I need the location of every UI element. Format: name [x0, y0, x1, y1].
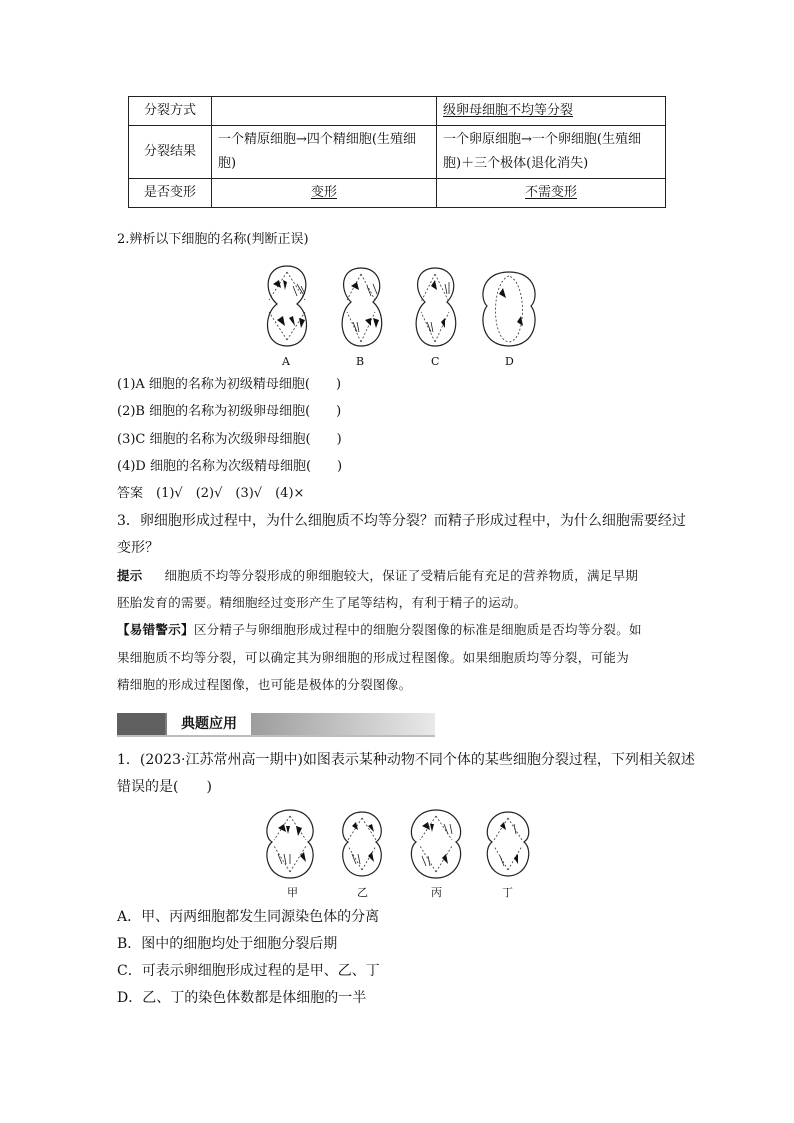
- figure-label-bing: 丙: [431, 886, 442, 899]
- warning-paragraph-line-3: 精细胞的形成过程图像，也可能是极体的分裂图像。: [117, 677, 412, 692]
- table-header-cell: 分裂方式: [129, 97, 212, 126]
- hint-paragraph-line-1: [117, 566, 638, 586]
- hint-paragraph-line-2: 胚胎发育的需要。精细胞经过变形产生了尾等结构，有利于精子的运动。: [117, 595, 527, 610]
- figure-label-ding: 丁: [502, 886, 513, 899]
- hint-label: 提示: [117, 568, 143, 583]
- cell-bing-outline: [411, 810, 460, 878]
- question-2-title: 2.辨析以下细胞的名称(判断正误): [117, 232, 309, 247]
- table-row: [129, 97, 666, 126]
- warning-label: 【易错警示】: [117, 622, 194, 637]
- section-banner: [117, 713, 435, 735]
- cell-a-outline: [268, 266, 307, 346]
- comparison-table: [128, 96, 666, 208]
- table-cell-text: 级卵母细胞不均等分裂: [443, 103, 574, 118]
- hint-text: 细胞质不均等分裂形成的卵细胞较大，保证了受精后能有充足的营养物质，满足早期: [164, 568, 639, 583]
- table-cell-line: 胞): [218, 156, 237, 171]
- question-2-item-1: (1)A 细胞的名称为初级精母细胞( ): [117, 377, 342, 392]
- figure-label-b: B: [356, 355, 365, 368]
- warning-paragraph-line-2: 果细胞质不均等分裂，可以确定其为卵细胞的形成过程图像。如果细胞质均等分裂，可能为: [117, 650, 630, 665]
- cell-division-figure-2: [256, 806, 546, 882]
- cell-yi-outline: [343, 812, 382, 876]
- warning-text: 区分精子与卵细胞形成过程中的细胞分裂图像的标准是细胞质是否均等分裂。如: [193, 622, 642, 637]
- section-title: 典题应用: [167, 713, 251, 735]
- figure-label-c: C: [431, 355, 440, 368]
- cell-c-outline: [416, 268, 456, 346]
- table-cell-line: 胞)＋三个极体(退化消失): [443, 156, 589, 171]
- table-cell-text: 变形: [310, 185, 337, 200]
- option-b: B．图中的细胞均处于细胞分裂后期: [117, 936, 338, 952]
- section-banner-underline: [117, 735, 435, 737]
- table-row: [129, 179, 666, 208]
- question-2-answer: 答案 (1)√ (2)√ (3)√ (4)×: [117, 486, 305, 501]
- cell-jia-outline: [267, 810, 313, 878]
- table-header-cell: 分裂结果: [129, 126, 212, 179]
- table-cell: [437, 179, 666, 208]
- table-row: [129, 126, 666, 179]
- example-1-line-1: 1．(2023·江苏常州高一期中)如图表示某种动物不同个体的某些细胞分裂过程，下列相关叙述: [117, 752, 695, 768]
- table-cell: [212, 179, 437, 208]
- table-cell-line: 一个精原细胞→四个精细胞(生殖细: [218, 132, 416, 147]
- cell-d-outline: [483, 272, 535, 346]
- question-3-line-1: 3．卵细胞形成过程中，为什么细胞质不均等分裂？而精子形成过程中，为什么细胞需要经过: [117, 513, 686, 529]
- option-a: A．甲、丙两细胞都发生同源染色体的分离: [117, 909, 380, 925]
- section-banner-block: [117, 713, 165, 735]
- figure-label-jia: 甲: [287, 886, 298, 899]
- table-cell-line: 一个卵原细胞→一个卵细胞(生殖细: [443, 132, 641, 147]
- cell-division-figure-1: [255, 262, 555, 354]
- question-2-item-2: (2)B 细胞的名称为初级卵母细胞( ): [117, 404, 342, 419]
- table-header-cell: 是否变形: [129, 179, 212, 208]
- table-cell: [212, 126, 437, 179]
- option-c: C．可表示卵细胞形成过程的是甲、乙、丁: [117, 963, 380, 979]
- cell-b-outline: [342, 268, 382, 346]
- warning-paragraph-line-1: [117, 620, 642, 640]
- question-3-line-2: 变形？: [117, 540, 159, 556]
- option-d: D．乙、丁的染色体数都是体细胞的一半: [117, 990, 367, 1006]
- table-cell: [212, 97, 437, 126]
- table-cell: [437, 97, 666, 126]
- table-cell: [437, 126, 666, 179]
- cell-ding-outline: [487, 812, 529, 876]
- question-2-item-4: (4)D 细胞的名称为次级精母细胞( ): [117, 459, 343, 474]
- table-cell-text: 不需变形: [524, 185, 577, 200]
- question-2-item-3: (3)C 细胞的名称为次级卵母细胞( ): [117, 432, 342, 447]
- figure-label-d: D: [505, 355, 514, 368]
- figure-label-a: A: [282, 355, 290, 368]
- figure-label-yi: 乙: [357, 886, 368, 899]
- example-1-line-2: 错误的是( ): [117, 779, 212, 795]
